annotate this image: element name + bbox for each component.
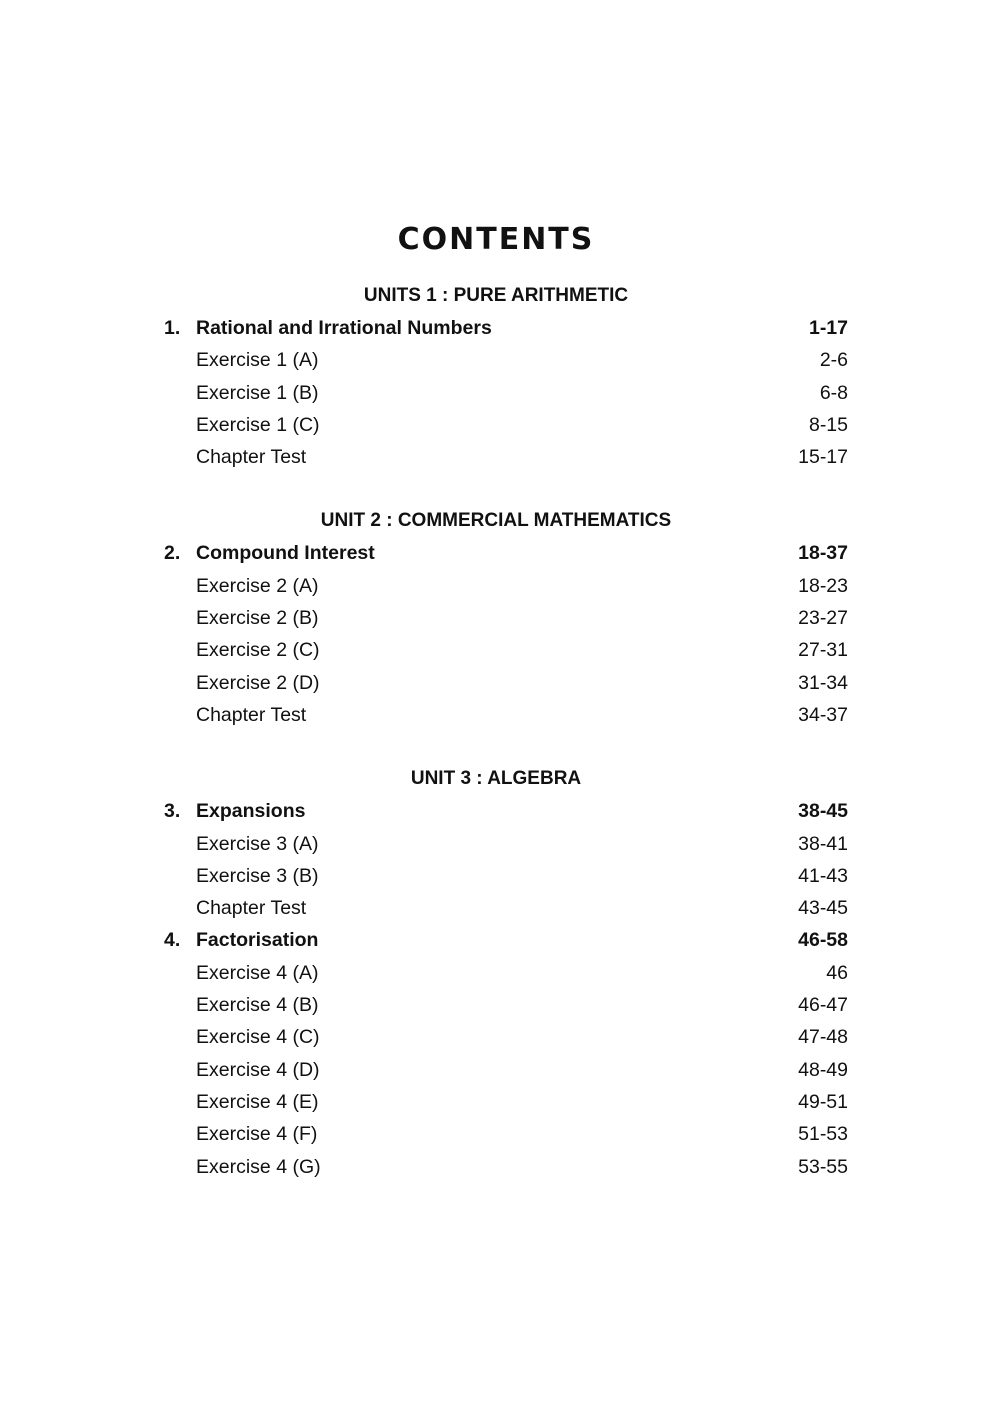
entry-label: Exercise 3 (B) bbox=[196, 864, 319, 887]
entry-label: Exercise 4 (D) bbox=[196, 1058, 320, 1081]
toc-entry[interactable] bbox=[164, 667, 848, 699]
toc-entry[interactable] bbox=[164, 1151, 848, 1183]
toc-entry[interactable] bbox=[164, 1021, 848, 1053]
chapter-pages: 46-58 bbox=[798, 929, 848, 952]
chapter-title: Compound Interest bbox=[196, 542, 375, 565]
chapter-title: Expansions bbox=[196, 800, 306, 823]
entry-pages: 51-53 bbox=[798, 1123, 848, 1146]
entry-label: Exercise 4 (G) bbox=[196, 1155, 321, 1178]
toc-entry[interactable] bbox=[164, 409, 848, 441]
entry-pages: 48-49 bbox=[798, 1058, 848, 1081]
entry-label: Chapter Test bbox=[196, 703, 307, 726]
entry-pages: 49-51 bbox=[798, 1090, 848, 1113]
entry-pages: 46 bbox=[826, 961, 848, 984]
toc-entry[interactable] bbox=[164, 344, 848, 376]
chapter-row[interactable] bbox=[164, 312, 848, 344]
entry-pages: 47-48 bbox=[798, 1026, 848, 1049]
entry-pages: 6-8 bbox=[819, 381, 848, 404]
chapter-number: 1. bbox=[164, 317, 181, 339]
entry-pages: 23-27 bbox=[798, 607, 848, 630]
entry-label: Exercise 2 (C) bbox=[196, 639, 320, 662]
toc-entry[interactable] bbox=[164, 1054, 848, 1086]
table-of-contents bbox=[164, 280, 848, 1183]
unit-heading: UNITS 1 : PURE ARITHMETIC bbox=[363, 285, 629, 306]
entry-pages: 46-47 bbox=[798, 994, 848, 1017]
entry-label: Exercise 2 (B) bbox=[196, 607, 319, 630]
toc-entry[interactable] bbox=[164, 570, 848, 602]
chapter-row[interactable] bbox=[164, 537, 848, 569]
entry-pages: 34-37 bbox=[798, 703, 848, 726]
section-spacer bbox=[164, 473, 848, 505]
entry-label: Exercise 4 (E) bbox=[196, 1090, 319, 1113]
entry-label: Exercise 2 (D) bbox=[196, 671, 320, 694]
entry-label: Exercise 3 (A) bbox=[196, 832, 319, 855]
toc-entry[interactable] bbox=[164, 441, 848, 473]
toc-entry[interactable] bbox=[164, 892, 848, 924]
entry-pages: 27-31 bbox=[798, 639, 848, 662]
chapter-row[interactable] bbox=[164, 795, 848, 827]
entry-label: Exercise 4 (A) bbox=[196, 961, 319, 984]
page-title: CONTENTS bbox=[397, 222, 595, 257]
entry-label: Exercise 4 (B) bbox=[196, 994, 319, 1017]
chapter-pages: 18-37 bbox=[798, 542, 848, 565]
entry-label: Chapter Test bbox=[196, 446, 307, 469]
entry-pages: 43-45 bbox=[798, 897, 848, 920]
entry-pages: 15-17 bbox=[798, 446, 848, 469]
entry-pages: 8-15 bbox=[808, 413, 848, 436]
toc-entry[interactable] bbox=[164, 1086, 848, 1118]
entry-label: Exercise 4 (C) bbox=[196, 1026, 320, 1049]
chapter-number: 2. bbox=[164, 542, 181, 565]
entry-label: Exercise 2 (A) bbox=[196, 574, 319, 597]
entry-pages: 31-34 bbox=[798, 671, 848, 694]
entry-pages: 41-43 bbox=[798, 864, 848, 887]
section-spacer bbox=[164, 731, 848, 763]
entry-label: Chapter Test bbox=[196, 897, 307, 920]
toc-entry[interactable] bbox=[164, 377, 848, 409]
toc-entry[interactable] bbox=[164, 602, 848, 634]
entry-pages: 53-55 bbox=[798, 1155, 848, 1178]
toc-entry[interactable] bbox=[164, 989, 848, 1021]
chapter-title: Rational and Irrational Numbers bbox=[196, 317, 492, 339]
toc-entry[interactable] bbox=[164, 699, 848, 731]
unit-heading: UNIT 2 : COMMERCIAL MATHEMATICS bbox=[320, 510, 672, 532]
chapter-row[interactable] bbox=[164, 924, 848, 956]
toc-entry[interactable] bbox=[164, 828, 848, 860]
toc-entry[interactable] bbox=[164, 957, 848, 989]
entry-label: Exercise 1 (A) bbox=[196, 349, 319, 372]
unit-heading: UNIT 3 : ALGEBRA bbox=[410, 768, 582, 790]
entry-label: Exercise 4 (F) bbox=[196, 1123, 318, 1146]
entry-pages: 18-23 bbox=[798, 574, 848, 597]
chapter-number: 3. bbox=[164, 800, 181, 823]
chapter-pages: 1-17 bbox=[808, 317, 848, 339]
entry-label: Exercise 1 (C) bbox=[196, 413, 320, 436]
chapter-pages: 38-45 bbox=[798, 800, 848, 823]
entry-label: Exercise 1 (B) bbox=[196, 381, 319, 404]
chapter-number: 4. bbox=[164, 929, 181, 952]
toc-entry[interactable] bbox=[164, 860, 848, 892]
entry-pages: 38-41 bbox=[798, 832, 848, 855]
toc-entry[interactable] bbox=[164, 1118, 848, 1150]
toc-entry[interactable] bbox=[164, 634, 848, 666]
entry-pages: 2-6 bbox=[819, 349, 848, 372]
chapter-title: Factorisation bbox=[196, 929, 319, 952]
